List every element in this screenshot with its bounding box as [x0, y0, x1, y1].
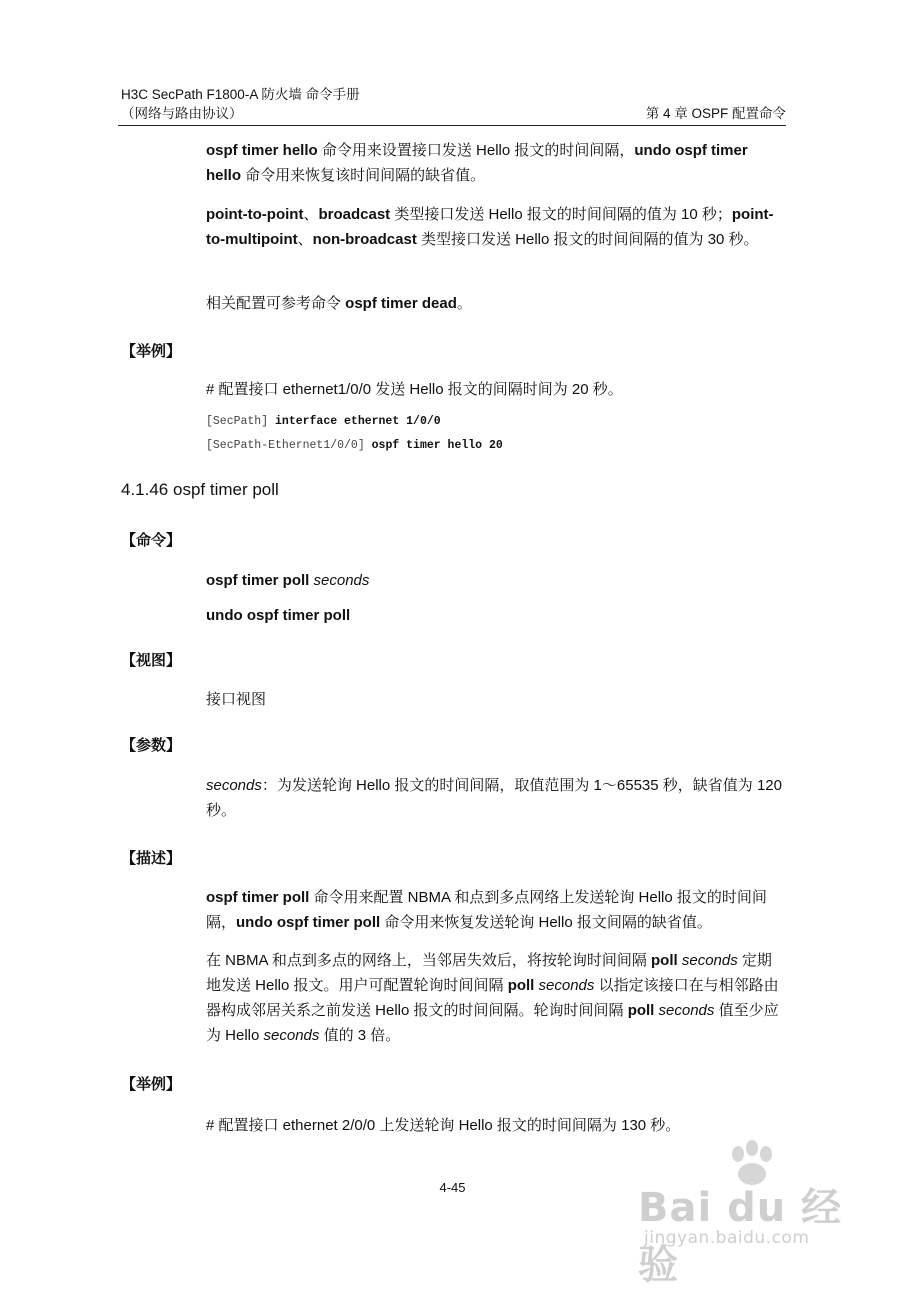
desc-hello-paragraph-1: ospf timer hello 命令用来设置接口发送 Hello 报文的时间间隔，undo ospf timer hello 命令用来恢复该时间间隔的缺省值。	[206, 142, 748, 184]
keyword: point-to-point	[206, 206, 304, 223]
desc-poll-paragraph-2: 在 NBMA 和点到多点的网络上，当邻居失效后，将按轮询时间间隔 poll seconds 定期地发送 Hello 报文。用户可配置轮询时间间隔 poll seconds 以指定该接口在与相邻路由器构成邻居关系之前发送 Hello 报文的时间间隔。轮询时间间隔 poll seconds 值至少应为 Hello seconds 值的 3 倍。	[206, 952, 779, 1044]
header-chapter: 第 4 章 OSPF 配置命令	[645, 106, 786, 121]
page-number: 4-45	[439, 1180, 466, 1195]
header-subtitle: （网络与路由协议）	[121, 106, 243, 121]
cmd-keyword: ospf timer dead	[345, 295, 457, 312]
section-label-example: 【举例】	[121, 343, 182, 360]
watermark-brand: Bai du 经验	[638, 1185, 843, 1288]
header-rule	[118, 125, 786, 126]
example-comment: # 配置接口 ethernet1/0/0 发送 Hello 报文的间隔时间为 20 秒。	[206, 381, 623, 398]
keyword: non-broadcast	[312, 231, 417, 248]
section-label-command: 【命令】	[121, 532, 182, 549]
desc-hello-paragraph-3: 相关配置可参考命令 ospf timer dead。	[206, 295, 472, 312]
code-line: [SecPath] interface ethernet 1/0/0	[206, 415, 441, 428]
section-title: 4.1.46 ospf timer poll	[121, 480, 279, 499]
watermark-url: jingyan.baidu.com	[644, 1228, 810, 1248]
section-label-example: 【举例】	[121, 1076, 182, 1093]
desc-poll-paragraph-1: ospf timer poll 命令用来配置 NBMA 和点到多点网络上发送轮询 Hello 报文的时间间隔，undo ospf timer poll 命令用来恢复发送轮询 Hello 报文间隔的缺省值。	[206, 889, 767, 931]
example-comment: # 配置接口 ethernet 2/0/0 上发送轮询 Hello 报文的时间间隔为 130 秒。	[206, 1117, 681, 1134]
cmd-keyword: ospf timer hello	[206, 142, 318, 159]
cmd-keyword: undo ospf timer hello	[206, 142, 748, 184]
keyword: point-to-multipoint	[206, 206, 774, 248]
section-label-view: 【视图】	[121, 652, 182, 669]
view-text: 接口视图	[206, 691, 267, 708]
command-syntax-line: undo ospf timer poll	[206, 607, 351, 624]
keyword: broadcast	[318, 206, 391, 223]
section-label-params: 【参数】	[121, 737, 182, 754]
section-label-description: 【描述】	[121, 850, 182, 867]
code-line: [SecPath-Ethernet1/0/0] ospf timer hello 20	[206, 439, 503, 452]
command-syntax-line: ospf timer poll seconds	[206, 572, 370, 589]
watermark	[638, 1140, 853, 1288]
desc-hello-paragraph-2: point-to-point、broadcast 类型接口发送 Hello 报文的时间间隔的值为 10 秒；point-to-multipoint、non-broadcast 类型接口发送 Hello 报文的时间间隔的值为 30 秒。	[206, 206, 774, 248]
header-title: H3C SecPath F1800-A 防火墙 命令手册	[121, 87, 360, 102]
params-text: seconds：为发送轮询 Hello 报文的时间间隔，取值范围为 1～65535 秒，缺省值为 120 秒。	[206, 777, 782, 819]
